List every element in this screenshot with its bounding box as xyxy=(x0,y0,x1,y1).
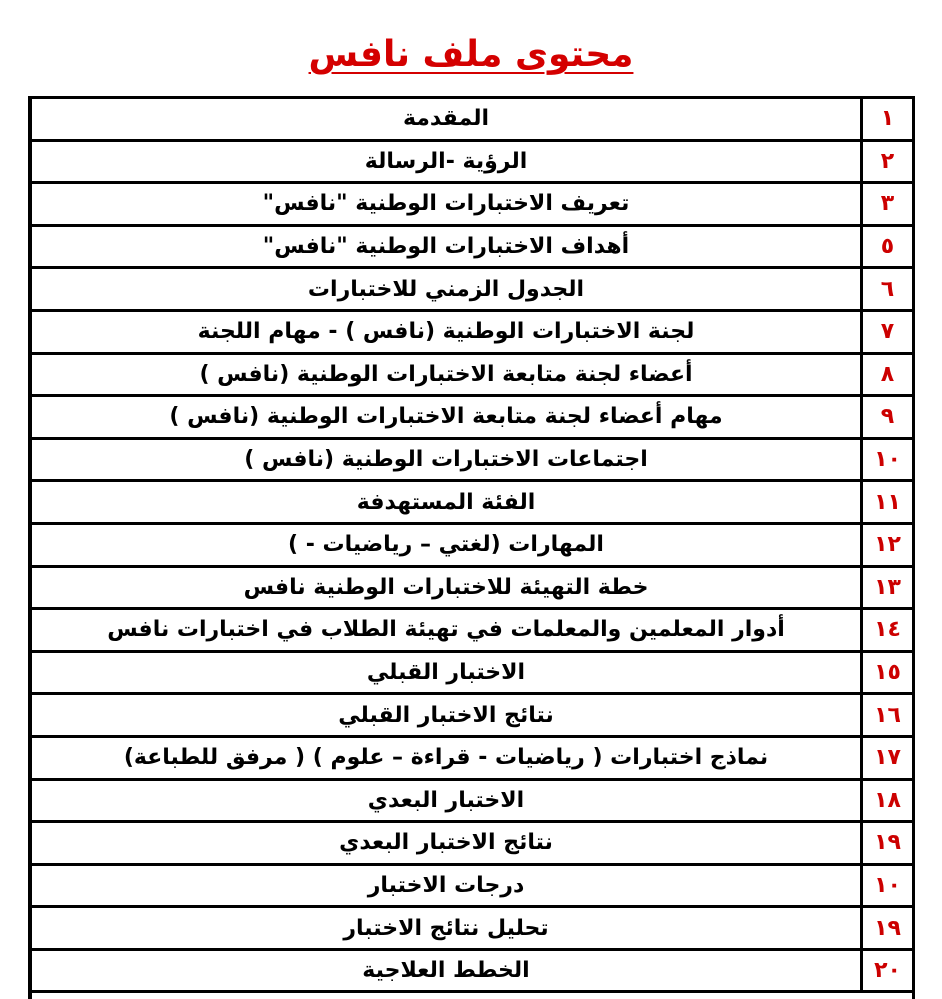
row-number: ١٣ xyxy=(860,568,912,608)
table-row-partial xyxy=(32,993,912,999)
row-title: خطة التهيئة للاختبارات الوطنية نافس xyxy=(243,574,649,600)
row-title: الجدول الزمني للاختبارات xyxy=(307,276,585,302)
row-title: أدوار المعلمين والمعلمات في تهيئة الطلاب في اختبارات نافس xyxy=(107,617,785,643)
row-title: لجنة الاختبارات الوطنية (نافس ) - مهام اللجنة xyxy=(197,319,695,345)
row-number: ٩ xyxy=(860,397,912,437)
row-number: ٧ xyxy=(860,312,912,352)
row-title: المقدمة xyxy=(402,106,490,132)
row-number: ١٧ xyxy=(860,738,912,778)
row-number: ٥ xyxy=(860,227,912,267)
row-number: ١٠ xyxy=(860,866,912,906)
table-row xyxy=(32,738,912,781)
table-row xyxy=(32,610,912,653)
row-title: الاختبار القبلي xyxy=(366,660,526,686)
row-number: ١٨ xyxy=(860,781,912,821)
table-row xyxy=(32,355,912,398)
row-number: ١٢ xyxy=(860,525,912,565)
row-title: درجات الاختبار xyxy=(367,872,525,898)
table-row xyxy=(32,568,912,611)
row-number: ٨ xyxy=(860,355,912,395)
row-title: اجتماعات الاختبارات الوطنية (نافس ) xyxy=(244,447,648,473)
table-row xyxy=(32,695,912,738)
row-number: ١٩ xyxy=(860,908,912,948)
table-row xyxy=(32,866,912,909)
table-row xyxy=(32,781,912,824)
table-row xyxy=(32,525,912,568)
table-row xyxy=(32,908,912,951)
row-number: ١ xyxy=(860,99,912,139)
row-title: تحليل نتائج الاختبار xyxy=(343,915,549,941)
table-row xyxy=(32,142,912,185)
table-row xyxy=(32,227,912,270)
row-number: ١٦ xyxy=(860,695,912,735)
row-number: ١٠ xyxy=(860,440,912,480)
table-row xyxy=(32,397,912,440)
row-number: ١٩ xyxy=(860,823,912,863)
table-row xyxy=(32,482,912,525)
table-row xyxy=(32,184,912,227)
page-title xyxy=(0,30,942,80)
row-title: الفئة المستهدفة xyxy=(356,489,536,515)
row-title: مهام أعضاء لجنة متابعة الاختبارات الوطنية (نافس ) xyxy=(169,404,723,430)
table-row xyxy=(32,823,912,866)
table-row xyxy=(32,440,912,483)
row-title: أهداف الاختبارات الوطنية "نافس" xyxy=(262,234,630,260)
row-title: الخطط العلاجية xyxy=(362,958,530,984)
table-row xyxy=(32,269,912,312)
row-number: ٣ xyxy=(860,184,912,224)
table-row xyxy=(32,951,912,994)
row-number: ٢ xyxy=(860,142,912,182)
row-number: ٦ xyxy=(860,269,912,309)
row-title: أعضاء لجنة متابعة الاختبارات الوطنية (نافس ) xyxy=(199,361,693,387)
row-title: الاختبار البعدي xyxy=(367,787,525,813)
contents-table xyxy=(28,96,915,999)
row-number: ١٤ xyxy=(860,610,912,650)
table-row xyxy=(32,653,912,696)
row-number: ٢٠ xyxy=(860,951,912,991)
row-title: المهارات (لغتي – رياضيات - ) xyxy=(288,532,604,558)
row-title: تعريف الاختبارات الوطنية "نافس" xyxy=(262,191,630,217)
table-row xyxy=(32,99,912,142)
row-number: ١٥ xyxy=(860,653,912,693)
row-title: نتائج الاختبار القبلي xyxy=(338,702,554,728)
row-title: نتائج الاختبار البعدي xyxy=(339,830,553,856)
row-number: ١١ xyxy=(860,482,912,522)
row-title: نماذج اختبارات ( رياضيات - قراءة – علوم ) ( مرفق للطباعة) xyxy=(123,745,769,771)
table-row xyxy=(32,312,912,355)
page-title-text: محتوى ملف نافس xyxy=(308,34,634,75)
row-title: الرؤية -الرسالة xyxy=(364,148,528,174)
